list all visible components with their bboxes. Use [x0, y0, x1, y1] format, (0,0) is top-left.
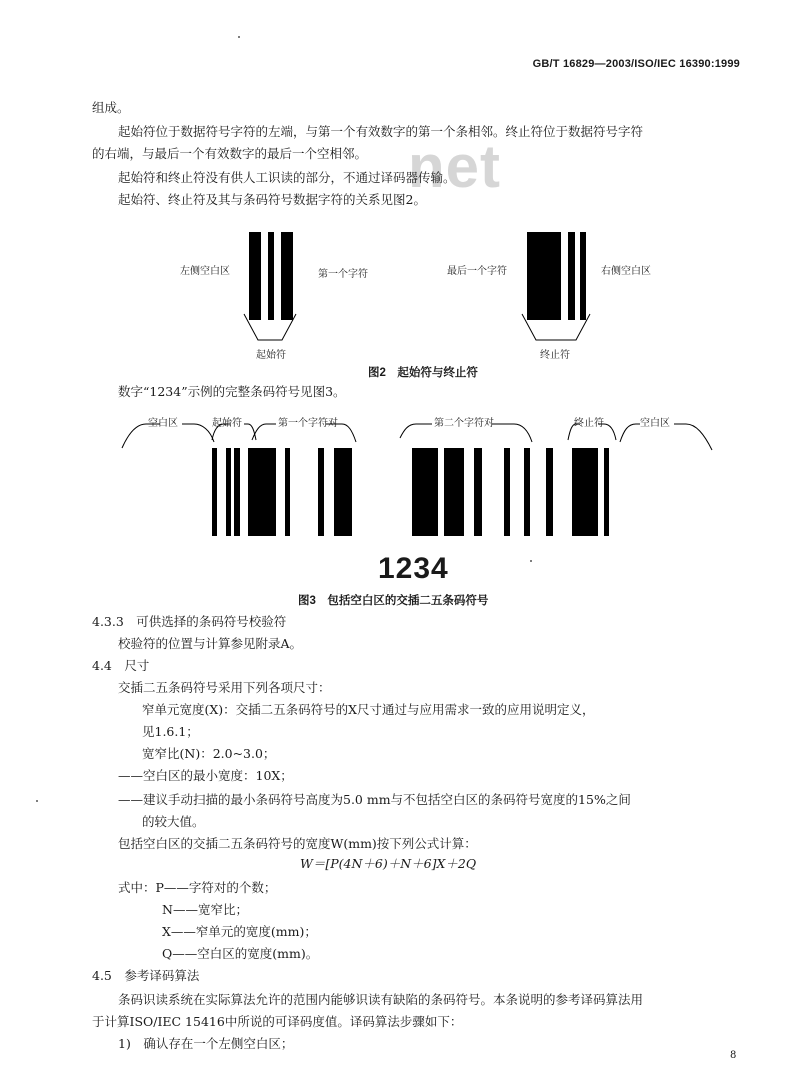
section-4-3-3-body: 校验符的位置与计算参见附录A。 [118, 636, 303, 651]
decode-step-1: 1) 确认存在一个左侧空白区； [118, 1036, 294, 1051]
barcode-bar [226, 448, 231, 536]
barcode-bar [318, 448, 324, 536]
paragraph-start-stop-line2: 的右端，与最后一个有效数字的最后一个空相邻。 [92, 146, 368, 161]
figure-2-caption: 图2 起始符与终止符 [368, 367, 478, 379]
label-first-character: 第一个字符 [318, 269, 368, 280]
section-4-5-body-line1: 条码识读系统在实际算法允许的范围内能够识读有缺陷的条码符号。本条说明的参考译码算法用 [118, 992, 644, 1007]
paragraph-no-hri: 起始符和终止符没有供人工识读的部分，不通过译码器传输。 [118, 170, 456, 185]
figure-3-caption: 图3 包括空白区的交插二五条码符号 [298, 595, 489, 607]
label-quiet-zone-right: 空白区 [640, 418, 670, 429]
start-bracket [240, 312, 300, 346]
last-char-bar [527, 232, 561, 320]
paragraph-figure3-ref: 数字“1234”示例的完整条码符号见图3。 [118, 384, 346, 399]
standard-number: GB/T 16829—2003/ISO/IEC 16390:1999 [532, 58, 740, 70]
label-start-character: 起始符 [256, 350, 286, 361]
label-first-character-pair: 第一个字符对 [278, 418, 338, 429]
section-4-3-3-heading: 4.3.3 可供选择的条码符号校验符 [92, 614, 287, 629]
section-4-4-heading: 4.4 尺寸 [92, 658, 150, 673]
paragraph-figure2-ref: 起始符、终止符及其与条码符号数据字符的关系见图2。 [118, 192, 426, 207]
barcode-bar [212, 448, 217, 536]
paragraph-start-stop-line1: 起始符位于数据符号字符的左端，与第一个有效数字的第一个条相邻。终止符位于数据符号字符 [118, 124, 644, 139]
barcode-bar [504, 448, 510, 536]
section-4-5-body-line2: 于计算ISO/IEC 15416中所说的可译码度值。译码算法步骤如下： [92, 1014, 463, 1029]
barcode-bar [572, 448, 598, 536]
where-n: N——宽窄比； [162, 902, 248, 917]
label-last-character: 最后一个字符 [447, 266, 507, 277]
stop-bar-2 [580, 232, 586, 320]
label-left-quiet-zone: 左侧空白区 [180, 266, 230, 277]
watermark: net [408, 133, 501, 200]
formula-intro: 包括空白区的交插二五条码符号的宽度W(mm)按下列公式计算： [118, 836, 477, 851]
start-bar-1 [249, 232, 261, 320]
barcode-bar [285, 448, 290, 536]
dimension-n: 宽窄比(N)：2.0~3.0； [142, 746, 276, 761]
dimension-height-line1: ——建议手动扫描的最小条码符号高度为5.0 mm与不包括空白区的条码符号宽度的15%之间 [118, 792, 631, 807]
where-x: X——窄单元的宽度(mm)； [162, 924, 317, 939]
section-4-5-heading: 4.5 参考译码算法 [92, 968, 200, 983]
width-formula: W＝[P(4N＋6)＋N＋6]X＋2Q [300, 856, 477, 871]
label-quiet-zone-left: 空白区 [148, 418, 178, 429]
section-4-4-intro: 交插二五条码符号采用下列各项尺寸： [118, 680, 331, 695]
paragraph-continuation: 组成。 [92, 100, 130, 115]
start-bar-2 [268, 232, 274, 320]
scan-speck [36, 800, 38, 802]
barcode-bar [444, 448, 464, 536]
barcode-bar [604, 448, 609, 536]
barcode-bar [474, 448, 482, 536]
stop-bar-1 [568, 232, 575, 320]
where-p: 式中：P——字符对的个数； [118, 880, 277, 895]
dimension-quiet-zone: ——空白区的最小宽度：10X； [118, 768, 293, 783]
label-second-character-pair: 第二个字符对 [434, 418, 494, 429]
scan-speck [238, 36, 240, 38]
barcode-bar [412, 448, 438, 536]
where-q: Q——空白区的宽度(mm)。 [162, 946, 319, 961]
stop-bracket [518, 312, 594, 346]
label-stop-character: 终止符 [540, 350, 570, 361]
page-number: 8 [730, 1050, 737, 1061]
label-right-quiet-zone: 右侧空白区 [601, 266, 651, 277]
barcode-bar [334, 448, 352, 536]
dimension-x-line1: 窄单元宽度(X)：交插二五条码符号的X尺寸通过与应用需求一致的应用说明定义， [142, 702, 595, 717]
barcode-bar [248, 448, 276, 536]
label-stop-pattern: 终止符 [574, 418, 604, 429]
human-readable-text: 1234 [378, 552, 449, 585]
barcode-bar [524, 448, 530, 536]
barcode-bar [234, 448, 240, 536]
barcode-bar [546, 448, 553, 536]
dimension-height-line2: 的较大值。 [142, 814, 205, 829]
label-start-pattern: 起始符 [212, 418, 242, 429]
dimension-x-line2: 见1.6.1； [142, 724, 199, 739]
scan-speck [530, 560, 532, 562]
first-char-bar [281, 232, 293, 320]
